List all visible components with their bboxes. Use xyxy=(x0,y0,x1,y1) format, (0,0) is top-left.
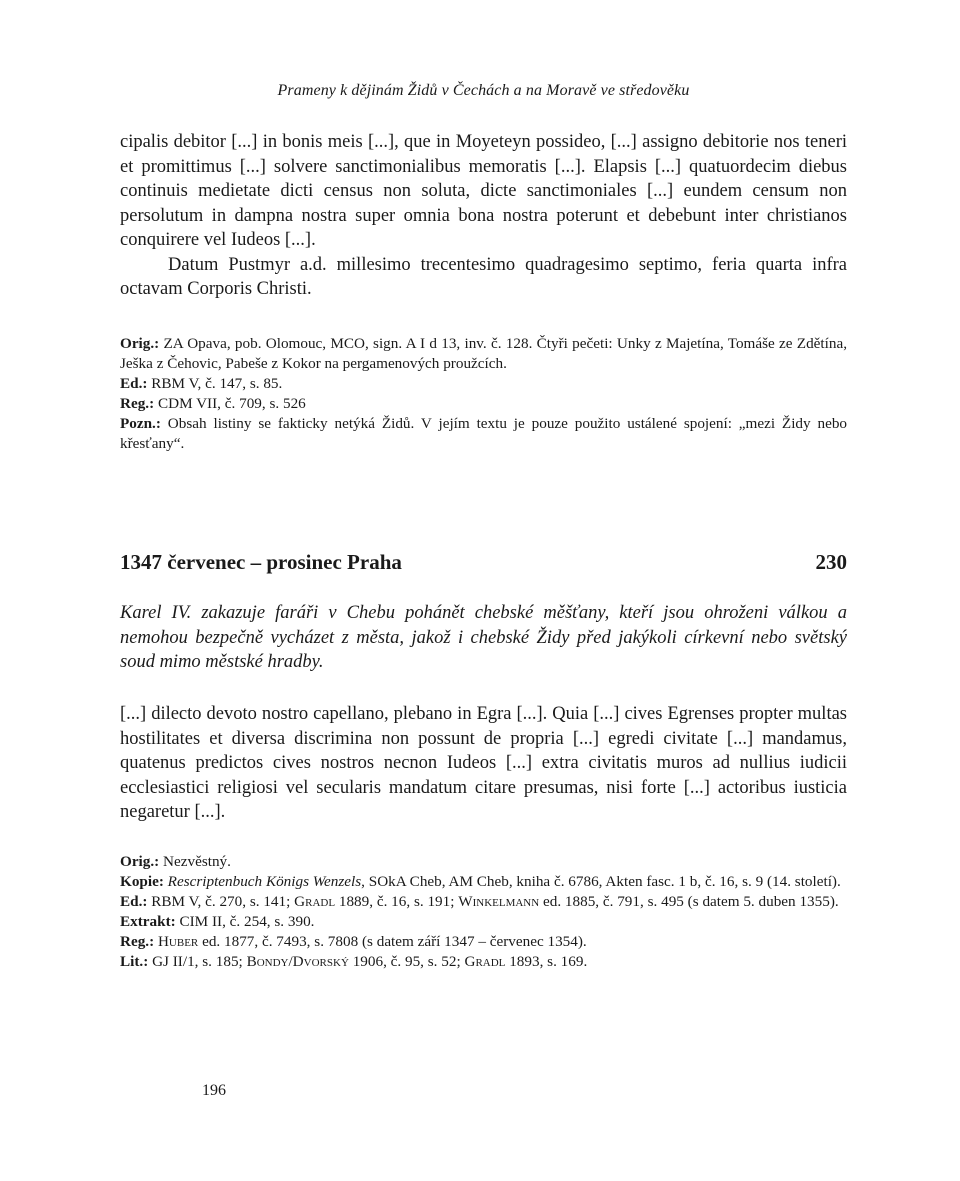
note-orig xyxy=(120,852,847,872)
author-name: Winkelmann xyxy=(458,893,540,910)
document-229-text xyxy=(120,130,847,302)
note-text: GJ II/1, s. 185; xyxy=(152,953,247,970)
note-text: Obsah listiny se fakticky netýká Židů. V jejím textu je pouze použito ustálené spojení: „mezi Židy nebo křesťany“. xyxy=(120,415,848,452)
page-number: 196 xyxy=(202,1082,226,1099)
note-text: 1889, č. 16, s. 191; xyxy=(335,893,459,910)
author-name: Huber xyxy=(157,933,199,950)
document-date-place: 1347 červenec – prosinec Praha xyxy=(120,550,402,574)
document-230-apparatus xyxy=(120,852,847,972)
note-text: ed. 1877, č. 7493, s. 7808 (s datem září 1347 – červenec 1354). xyxy=(198,933,587,950)
dating-paragraph: Datum Pustmyr a.d. millesimo trecentesimo quadragesimo septimo, feria quarta infra octavam Corporis Christi. xyxy=(120,254,847,299)
note-ed xyxy=(120,374,847,394)
note-label: Ed.: xyxy=(120,893,148,910)
note-text: , SOkA Cheb, AM Cheb, kniha č. 6786, Akten fasc. 1 b, č. 16, s. 9 (14. století). xyxy=(361,873,841,890)
document-230-regest: Karel IV. zakazuje faráři v Chebu pohánět chebské měšťany, kteří jsou ohroženi válkou a nemohou bezpečně vycházet z města, jakož i chebské Židy před jakýkoli církevní nebo světský soud mimo městské hradby. xyxy=(120,603,847,672)
paragraph: cipalis debitor [...] in bonis meis [...], que in Moyeteyn possideo, [...] assigno debitorie nos teneri et promittimus [...] solvere sanctimonialibus memoratis [...]. Elapsis [...] quatuordecim diebus continuis medietate dicti census non soluta, dicte sanctimoniales [...] eundem censum non persolutum in dampna nostra super omnia bona nostra poterunt et debebunt inter christianos conquirere vel Iudeos [...]. xyxy=(120,132,847,250)
note-text: 1906, č. 95, s. 52; xyxy=(348,953,465,970)
note-kopie xyxy=(120,872,847,892)
note-label: Kopie: xyxy=(120,873,164,890)
note-label: Lit.: xyxy=(120,953,149,970)
document-number: 230 xyxy=(815,550,847,574)
note-reg xyxy=(120,932,847,952)
note-text: ZA Opava, pob. Olomouc, MCO, sign. A I d 13, inv. č. 128. Čtyři pečeti: Unky z Majetína, Tomáše ze Zdětína, Ješka z Čehovic, Pabeše z Kokor na pergamenových proužcích. xyxy=(120,335,847,372)
author-name: Bondy/Dvorský xyxy=(246,953,349,970)
note-text: CDM VII, č. 709, s. 526 xyxy=(157,395,306,412)
note-orig xyxy=(120,334,847,374)
note-label: Reg.: xyxy=(120,395,155,412)
note-label: Reg.: xyxy=(120,933,155,950)
note-text: RBM V, č. 147, s. 85. xyxy=(151,375,283,392)
note-label: Pozn.: xyxy=(120,415,161,432)
note-extrakt xyxy=(120,912,847,932)
note-label: Ed.: xyxy=(120,375,148,392)
paragraph: [...] dilecto devoto nostro capellano, plebano in Egra [...]. Quia [...] cives Egrenses propter multas hostilitates et diversa discrimina non possunt de propria [...] egredi civitate [...] mandamus, quatenus predictos cives nostros necnon Iudeos [...] extra civitatis muros ad nullius iudicii ecclesiastici religiosi vel secularis mandatum citare presumas, nisi forte [...] actoribus iusticia negaretur [...]. xyxy=(120,704,847,822)
note-ed xyxy=(120,892,847,912)
author-name: Gradl xyxy=(464,953,506,970)
note-text: 1893, s. 169. xyxy=(505,953,588,970)
note-title: Rescriptenbuch Königs Wenzels xyxy=(167,873,362,890)
note-reg xyxy=(120,394,847,414)
document-230-heading xyxy=(120,550,847,575)
note-lit xyxy=(120,952,847,972)
note-label: Extrakt: xyxy=(120,913,176,930)
document-229-apparatus xyxy=(120,334,847,454)
running-head: Prameny k dějinám Židů v Čechách a na Moravě ve středověku xyxy=(277,82,690,99)
note-label: Orig.: xyxy=(120,335,160,352)
note-text: Nezvěstný. xyxy=(163,853,231,870)
document-230-text xyxy=(120,702,847,825)
note-pozn xyxy=(120,414,847,454)
author-name: Gradl xyxy=(294,893,336,910)
note-text: CIM II, č. 254, s. 390. xyxy=(179,913,315,930)
note-label: Orig.: xyxy=(120,853,160,870)
note-text: ed. 1885, č. 791, s. 495 (s datem 5. duben 1355). xyxy=(539,893,839,910)
note-text: RBM V, č. 270, s. 141; xyxy=(151,893,295,910)
